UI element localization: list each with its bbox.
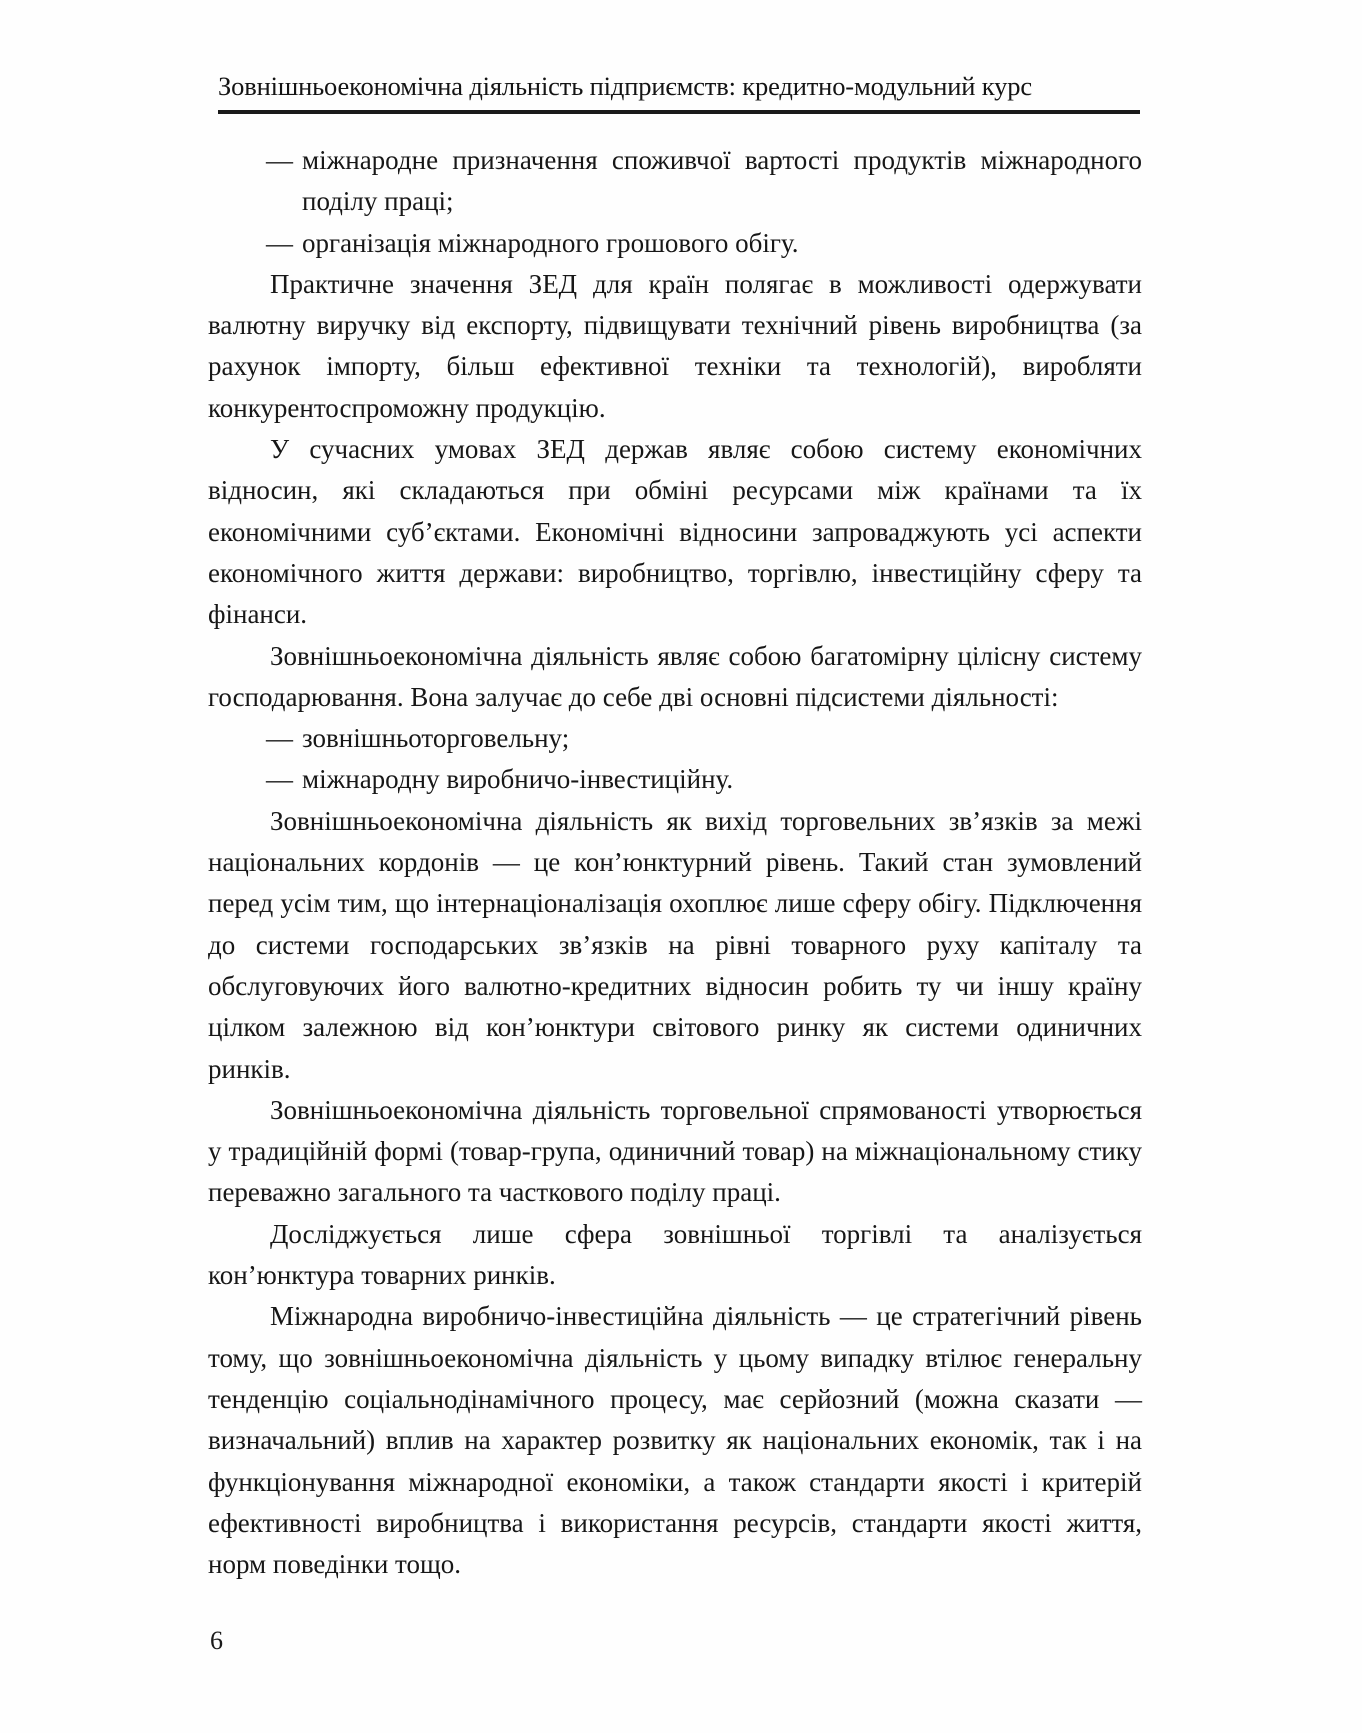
bullet-list-first [208,140,1142,264]
running-header-title: Зовнішньоекономічна діяльність підприємств: кредитно-модульний курс [218,71,1032,101]
body-paragraph: Досліджується лише сфера зовнішньої торгівлі та аналізується кон’юнктура товарних ринків. [208,1218,1142,1291]
em-dash-bullet-icon: — [266,723,293,754]
list-item [208,718,1142,759]
running-header [218,72,1140,102]
bullet-list-second [208,718,1142,801]
list-item [208,759,1142,800]
list-item-text: організація міжнародного грошового обігу. [302,227,799,258]
em-dash-bullet-icon: — [266,145,293,175]
list-item-text: міжнародне призначення споживчої вартості продуктів міжнародного поділу праці; [302,145,1142,217]
body-paragraph: У сучасних умовах ЗЕД держав являє собою систему економічних відносин, які складаються при обміні ресурсами між країнами та їх економічними суб’єктами. Економічні відносини запроваджують усі аспекти економічного життя держави: виробництво, торгівлю, інвестиційну сферу та фінанси. [208,434,1142,630]
list-item-text: міжнародну виробничо-інвестиційну. [302,764,734,795]
page-number: 6 [210,1626,223,1655]
body-text-column [208,140,1142,1585]
body-paragraph: Міжнародна виробничо-інвестиційна діяльність — це стратегічний рівень тому, що зовнішньоекономічна діяльність у цьому випадку втілює генеральну тенденцію соціальнодінамічного процесу, має серйозний (можна сказати — визначальний) вплив на характер розвитку як національних економік, так і на функціонування міжнародної економіки, а також стандарти якості і критерій ефективності виробництва і використання ресурсів, стандарти якості життя, норм поведінки тощо. [208,1301,1142,1580]
em-dash-bullet-icon: — [266,227,293,258]
list-item-text: зовнішньоторговельну; [302,723,570,754]
header-rule-divider [218,110,1140,114]
body-paragraph: Зовнішньоекономічна діяльність являє собою багатомірну цілісну систему господарювання. Вона залучає до себе дві основні підсистеми діяльності: [208,640,1142,712]
body-paragraph: Зовнішньоекономічна діяльність як вихід торговельних зв’язків за межі національних кордонів — це кон’юнктурний рівень. Такий стан зумовлений перед усім тим, що інтернаціоналізація охоплює лише сферу обігу. Підключення до системи господарських зв’язків на рівні товарного руху капіталу та обслуговуючих його валютно-кредитних відносин робить ту чи іншу країну цілком залежною від кон’юнктури світового ринку як системи одиничних ринків. [208,805,1142,1084]
list-item [208,140,1142,223]
em-dash-bullet-icon: — [266,764,293,795]
body-paragraph: Зовнішньоекономічна діяльність торговельної спрямованості утворюється у традиційній формі (товар-група, одиничний товар) на міжнаціональному стику переважно загального та часткового поділу праці. [208,1094,1142,1208]
body-paragraph: Практичне значення ЗЕД для країн полягає в можливості одержувати валютну виручку від експорту, підвищувати технічний рівень виробництва (за рахунок імпорту, більш ефективної техніки та технологій), виробляти конкурентоспроможну продукцію. [208,268,1142,423]
list-item [208,223,1142,264]
